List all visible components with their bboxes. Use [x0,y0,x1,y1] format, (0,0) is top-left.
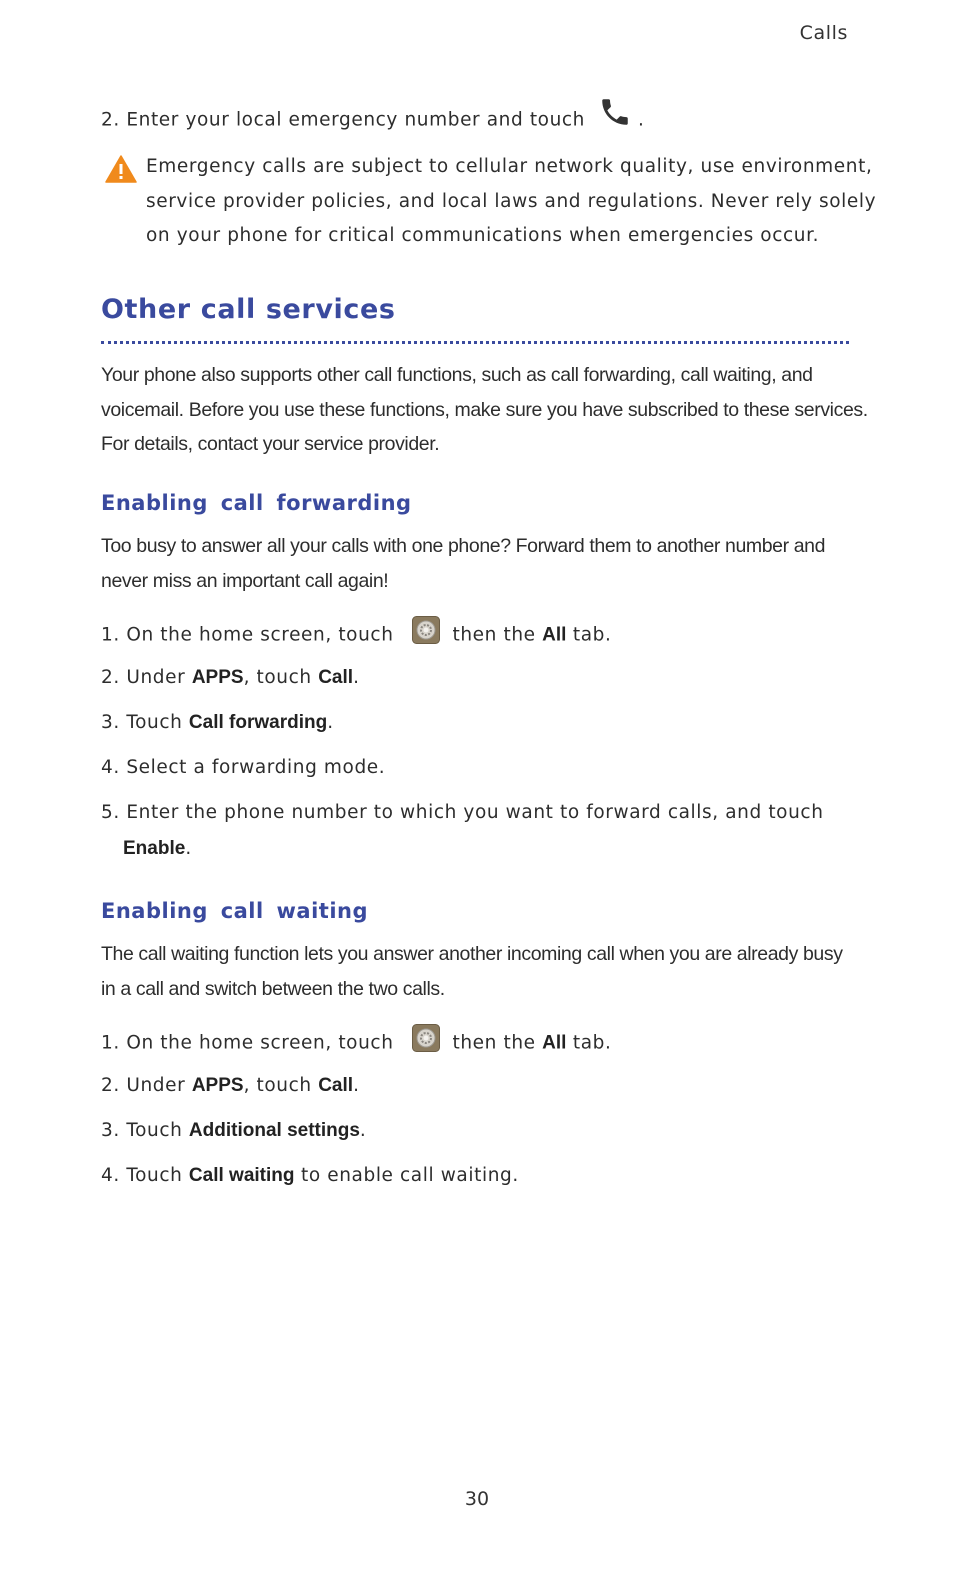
page-number: 30 [464,1488,490,1510]
section-intro: Your phone also supports other call functions, such as call forwarding, call waiting, and voicemail. Before you use these functions, make sure you have subscribed to these services. For details, contact your service provider. [101,364,868,455]
forwarding-step-3: 3. Touch Call forwarding. [101,712,334,733]
forwarding-intro: Too busy to answer all your calls with one phone? Forward them to another number and never miss an important call again! [101,535,826,592]
forwarding-title: Enabling call forwarding [101,491,412,515]
section-divider [101,341,849,344]
settings-icon [412,1024,440,1057]
forwarding-step-5-cont: Enable. [123,838,192,859]
waiting-intro: The call waiting function lets you answer another incoming call when you are already busy in a call and switch between the two calls. [101,943,843,1000]
forwarding-step-1: 1. On the home screen, touch then the All tab. [101,622,612,649]
waiting-step-4: 4. Touch Call waiting to enable call waiting. [101,1165,519,1186]
forwarding-step-4: 4. Select a forwarding mode. [101,757,386,778]
section-header: Calls [799,22,848,44]
warning-text: Emergency calls are subject to cellular network quality, use environment, service provider policies, and local laws and regulations. Never rely solely on your phone for critical communications when emergencies occur. [146,156,877,246]
waiting-step-1: 1. On the home screen, touch then the All tab. [101,1030,612,1057]
warning-icon [105,155,137,187]
waiting-step-2: 2. Under APPS, touch Call. [101,1075,360,1096]
waiting-title: Enabling call waiting [101,899,369,923]
emergency-step-2: 2. Enter your local emergency number and touch . [101,107,644,134]
forwarding-step-5: 5. Enter the phone number to which you want to forward calls, and touch [101,802,824,823]
settings-icon [412,616,440,649]
section-title: Other call services [101,294,396,325]
waiting-step-3: 3. Touch Additional settings. [101,1120,367,1141]
forwarding-step-2: 2. Under APPS, touch Call. [101,667,360,688]
phone-icon [598,95,632,134]
